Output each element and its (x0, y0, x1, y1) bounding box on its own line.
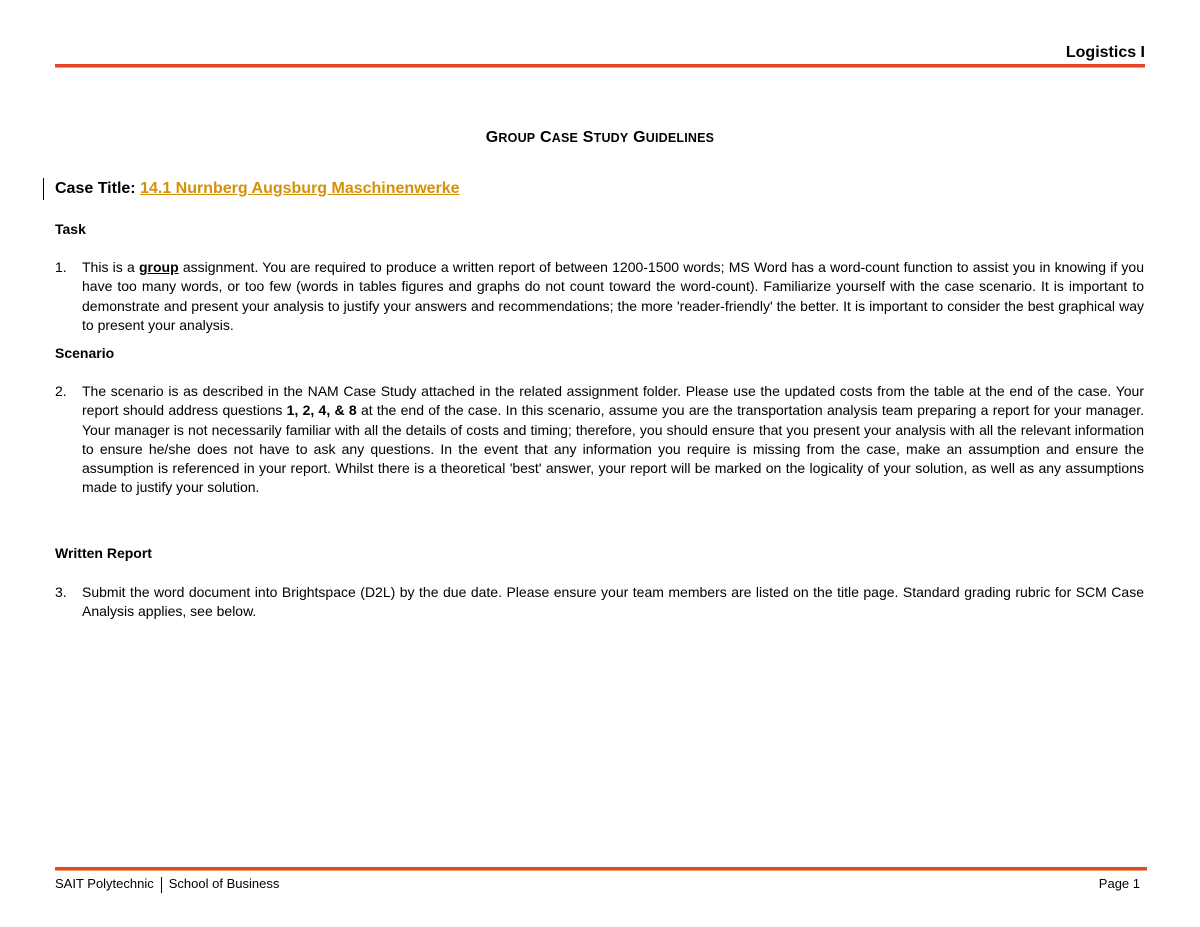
item-1-text-pre: This is a (82, 259, 139, 275)
item-2-text-pre: The scenario is as described in the NAM Case Study attached in the related assignment folder. Please use the updated costs from the table at the end of the case. Your report should address questions (82, 383, 1144, 419)
header-rule (55, 64, 1145, 68)
header-course-title: Logistics I (1065, 44, 1145, 61)
document-title (0, 129, 1200, 147)
task-heading: Task (55, 221, 86, 237)
title-word-3-rest: TUDY (593, 131, 629, 145)
footer-left (55, 876, 279, 893)
title-word-1-initial: G (485, 129, 499, 146)
item-3-number: 3. (55, 584, 67, 600)
footer-separator (161, 877, 162, 893)
item-2-text-post: at the end of the case. In this scenario, assume you are the transportation analysis team preparing a report for your manager. Your manager is not necessarily familiar with all the details of costs and timing; therefore, you should ensure that you present your analysis with all the relevant information to ensure he/she does not have to ask any questions. In the event that any information you require is missing from the case, make an assumption and ensure the assumption is referenced in your report. Whilst there is a theoretical 'best' answer, your report will be marked on the logicality of your solution, as well as any assumptions made to justify your solution. (82, 402, 1145, 496)
footer-school: School of Business (168, 876, 280, 891)
item-2-number: 2. (55, 383, 67, 399)
title-word-2-rest: ASE (551, 131, 579, 145)
scenario-heading: Scenario (55, 345, 115, 361)
item-1-text-post: assignment. You are required to produce a written report of between 1200-1500 words; MS Word has a word-count function to assist you in knowing if you have too many words, or too few (words in tables figures and graphs do not count toward the word-count). Familiarize yourself with the case scenario. It is important to demonstrate and present your analysis to justify your answers and recommendations; the more 'reader-friendly' the better. It is important to consider the best graphical way to present your analysis. (82, 259, 1144, 333)
item-2 (55, 382, 1144, 498)
title-word-4-rest: UIDELINES (645, 131, 715, 145)
footer-page-number: Page 1 (1098, 876, 1140, 891)
title-word-2-initial: C (540, 129, 552, 146)
case-title-link[interactable]: 14.1 Nurnberg Augsburg Maschinenwerke (140, 180, 460, 197)
item-1 (55, 258, 1144, 335)
item-3 (55, 583, 1144, 622)
footer-institution: SAIT Polytechnic (55, 876, 154, 891)
case-title-label: Case Title: (55, 180, 136, 197)
title-word-4-initial: G (633, 129, 646, 146)
item-2-emphasis: 1, 2, 4, & 8 (286, 402, 357, 419)
title-word-1-rest: ROUP (498, 131, 536, 145)
written-report-heading: Written Report (55, 545, 152, 561)
change-bar (43, 178, 44, 200)
item-3-text: Submit the word document into Brightspace (D2L) by the due date. Please ensure your team members are listed on the title page. Standard grading rubric for SCM Case Analysis applies, see below. (82, 584, 1144, 620)
case-title-line (55, 180, 460, 198)
footer-rule (55, 867, 1147, 871)
title-word-3-initial: S (582, 129, 594, 146)
item-1-text (82, 258, 1144, 335)
item-1-emphasis: group (138, 259, 179, 275)
item-2-text (82, 382, 1144, 498)
item-1-number: 1. (55, 259, 67, 275)
